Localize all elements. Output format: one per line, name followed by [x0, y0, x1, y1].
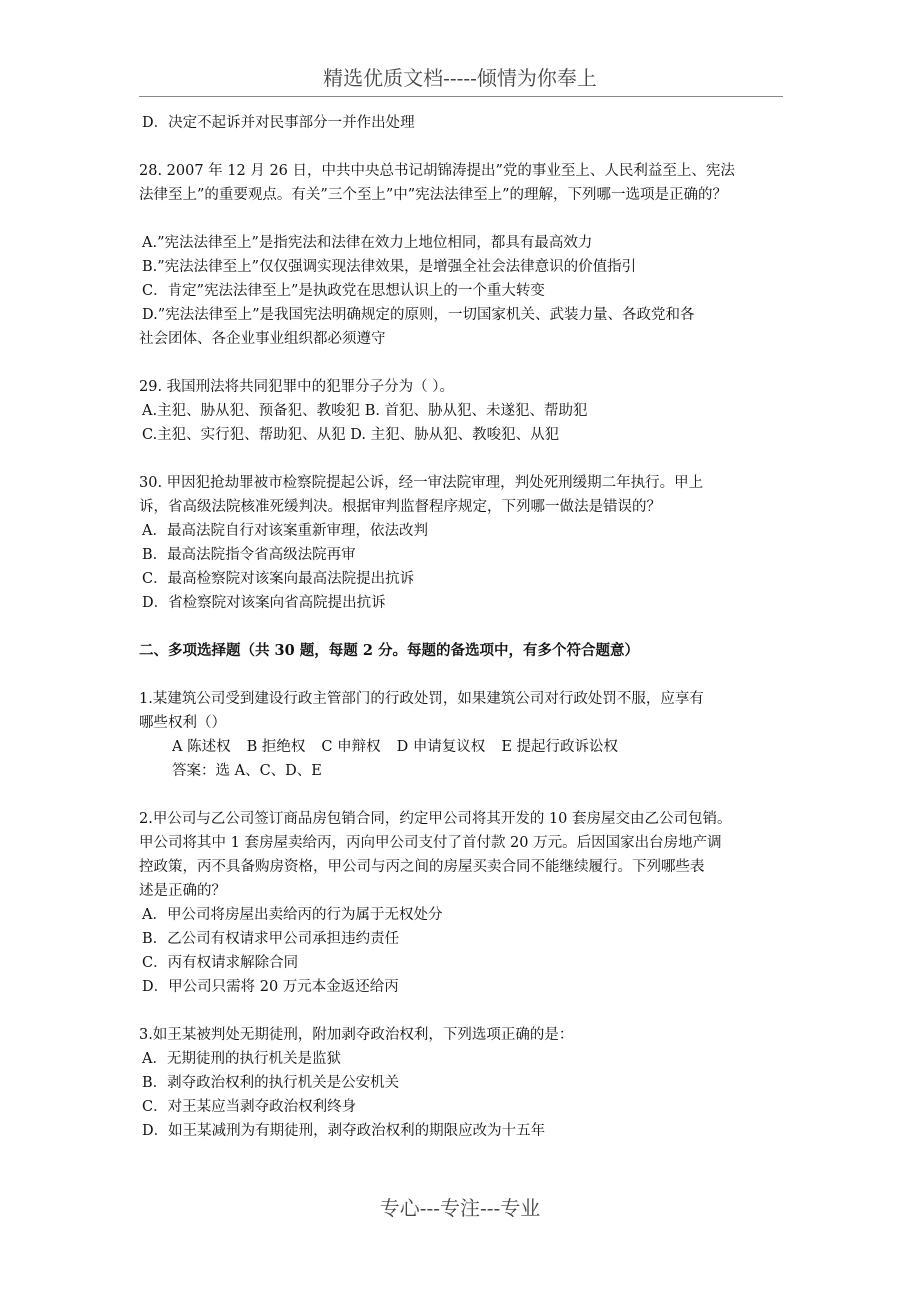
option-d: D．甲公司只需将 20 万元本金返还给丙 [142, 979, 399, 995]
choice-e: E 提起行政诉讼权 [501, 739, 619, 755]
choice-a: A 陈述权 [172, 739, 231, 755]
options-cd: C.主犯、实行犯、帮助犯、从犯 D. 主犯、胁从犯、教唆犯、从犯 [142, 427, 560, 443]
option-d-continued: 社会团体、各企业事业组织都必须遵守 [139, 331, 386, 347]
section-title: 二、多项选择题（共 30 题，每题 2 分。每题的备选项中，有多个符合题意） [139, 642, 639, 659]
option-b: B．乙公司有权请求甲公司承担违约责任 [142, 931, 400, 947]
option-d: D．省检察院对该案向省高院提出抗诉 [142, 595, 386, 611]
question-stem: 3.如王某被判处无期徒刑，附加剥夺政治权利，下列选项正确的是： [139, 1027, 574, 1043]
multi-question-2 [139, 807, 789, 999]
question-stem: 控政策，丙不具备购房资格，甲公司与丙之间的房屋买卖合同不能继续履行。下列哪些表 [139, 859, 705, 875]
option-a: A．无期徒刑的执行机关是监狱 [142, 1051, 341, 1067]
page-header: 精选优质文档-----倾情为你奉上 [323, 66, 597, 90]
option-c: C．肯定”宪法法律至上”是执政党在思想认识上的一个重大转变 [142, 283, 545, 299]
question-30 [139, 471, 789, 615]
option-a: A．甲公司将房屋出卖给丙的行为属于无权处分 [142, 907, 443, 923]
choice-list [139, 735, 789, 759]
option-d: D．如王某减刑为有期徒刑，剥夺政治权利的期限应改为十五年 [142, 1123, 546, 1139]
question-stem: 诉，省高级法院核准死缓判决。根据审判监督程序规定，下列哪一做法是错误的？ [139, 499, 661, 515]
option-b: B．剥夺政治权利的执行机关是公安机关 [142, 1075, 400, 1091]
option-b: B．最高法院指令省高级法院再审 [142, 547, 356, 563]
options-ab: A.主犯、胁从犯、预备犯、教唆犯 B. 首犯、胁从犯、未遂犯、帮助犯 [142, 403, 588, 419]
multi-question-1 [139, 687, 789, 783]
option-d: D.”宪法法律至上”是我国宪法明确规定的原则，一切国家机关、武装力量、各政党和各 [142, 307, 695, 323]
option-c: C．对王某应当剥夺政治权利终身 [142, 1099, 357, 1115]
question-29 [139, 375, 789, 447]
header-divider [139, 96, 783, 97]
multi-question-3 [139, 1023, 789, 1143]
question-stem: 甲公司将其中 1 套房屋卖给丙，丙向甲公司支付了首付款 20 万元。后因国家出台房地产调 [139, 835, 722, 851]
option-a: A.”宪法法律至上”是指宪法和法律在效力上地位相同，都具有最高效力 [142, 235, 593, 251]
page-footer: 专心---专注---专业 [379, 1196, 541, 1220]
choice-c: C 申辩权 [321, 739, 381, 755]
question-stem: 1.某建筑公司受到建设行政主管部门的行政处罚，如果建筑公司对行政处罚不服，应享有 [139, 691, 704, 707]
option-c: C．最高检察院对该案向最高法院提出抗诉 [142, 571, 415, 587]
choice-d: D 申请复议权 [396, 739, 486, 755]
option-c: C．丙有权请求解除合同 [142, 955, 299, 971]
question-stem: 述是正确的？ [139, 883, 226, 899]
choice-b: B 拒绝权 [246, 739, 306, 755]
question-stem: 30. 甲因犯抢劫罪被市检察院提起公诉，经一审法院审理，判处死刑缓期二年执行。甲上 [139, 475, 704, 491]
question-stem: 2.甲公司与乙公司签订商品房包销合同，约定甲公司将其开发的 10 套房屋交由乙公司包销。 [139, 811, 732, 827]
answer-line: 答案：选 A、C、D、E [172, 763, 322, 779]
question-28 [139, 159, 789, 351]
question-stem: 哪些权利（） [139, 715, 226, 731]
question-stem: 29. 我国刑法将共同犯罪中的犯罪分子分为（ ）。 [139, 379, 455, 395]
question-stem: 28. 2007 年 12 月 26 日，中共中央总书记胡锦涛提出”党的事业至上、人民利益至上、宪法 [139, 163, 735, 179]
option-b: B.”宪法法律至上”仅仅强调实现法律效果，是增强全社会法律意识的价值指引 [142, 259, 637, 275]
document-body [139, 111, 789, 1143]
option-a: A．最高法院自行对该案重新审理，依法改判 [142, 523, 428, 539]
prev-question-option-d: D．决定不起诉并对民事部分一并作出处理 [142, 115, 415, 131]
question-stem: 法律至上”的重要观点。有关”三个至上”中”宪法法律至上”的理解，下列哪一选项是正确的？ [139, 187, 728, 203]
